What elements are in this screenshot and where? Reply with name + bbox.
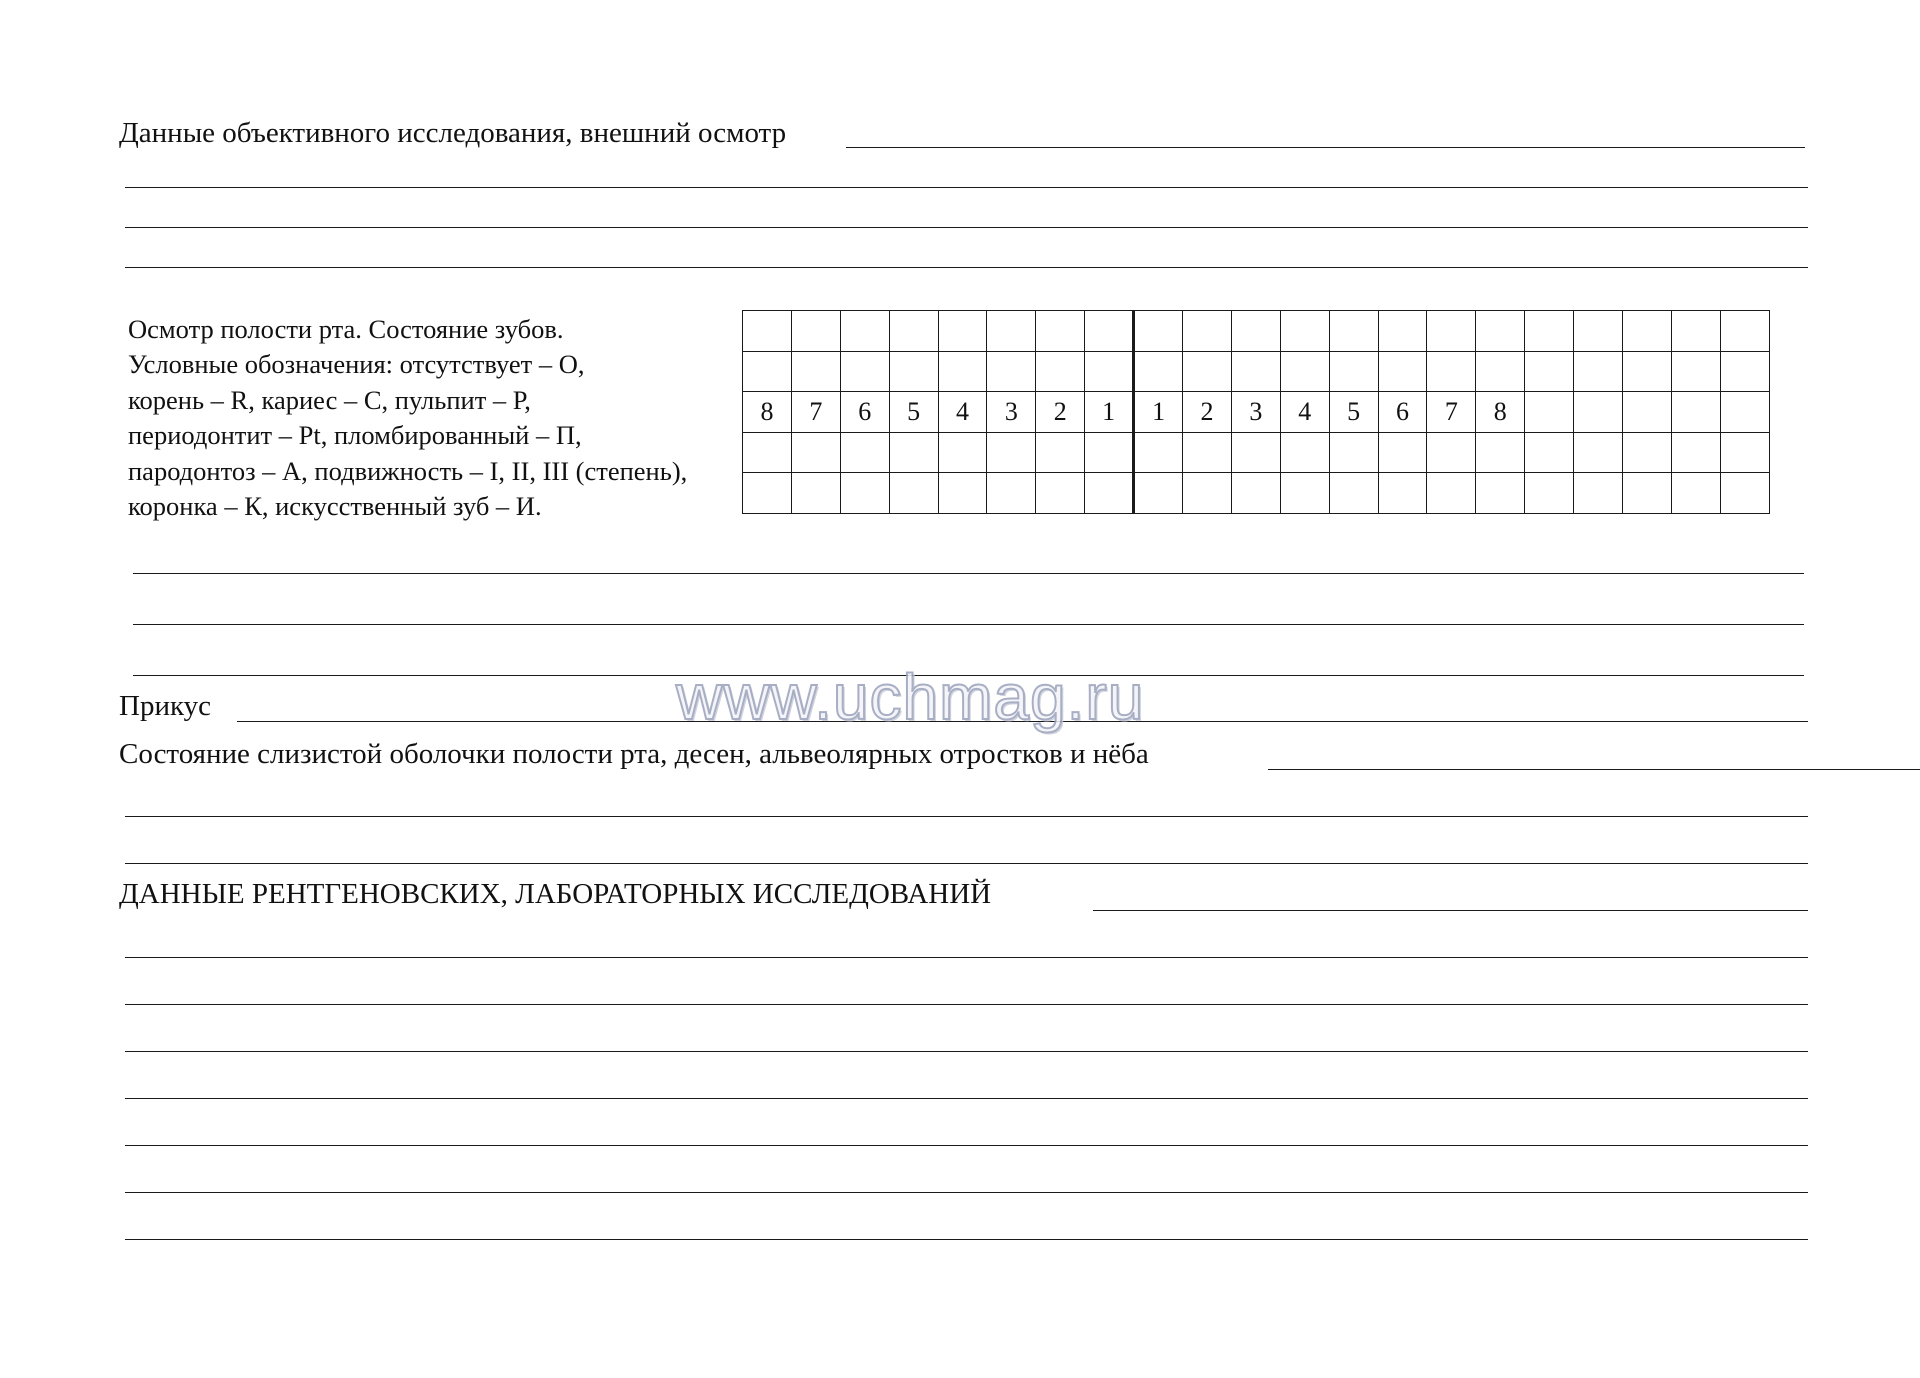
tooth-status-cell[interactable] (1378, 351, 1427, 392)
tooth-status-cell[interactable] (840, 473, 889, 514)
tooth-status-cell[interactable] (1036, 432, 1085, 473)
tooth-status-cell[interactable] (1329, 473, 1378, 514)
tooth-number-cell: 2 (1036, 392, 1085, 433)
tooth-status-cell[interactable] (743, 351, 792, 392)
tooth-status-cell[interactable] (1231, 432, 1280, 473)
xray-line-2[interactable] (125, 1004, 1808, 1005)
legend-line: пародонтоз – А, подвижность – I, II, III (степень), (128, 455, 688, 486)
legend-line: Осмотр полости рта. Состояние зубов. (128, 314, 564, 344)
tooth-status-cell[interactable] (1183, 473, 1232, 514)
tooth-number-cell: 1 (1134, 392, 1183, 433)
tooth-status-cell[interactable] (1427, 311, 1476, 352)
tooth-status-cell[interactable] (1231, 473, 1280, 514)
xray-line-5[interactable] (125, 1145, 1808, 1146)
external-exam-line-1[interactable] (125, 187, 1808, 188)
tooth-status-cell[interactable] (889, 351, 938, 392)
xray-line-4[interactable] (125, 1098, 1808, 1099)
tooth-status-cell[interactable] (1720, 311, 1769, 352)
tooth-number-cell: 5 (889, 392, 938, 433)
tooth-status-cell[interactable] (791, 351, 840, 392)
bite-field[interactable] (237, 721, 1808, 722)
tooth-number-cell: 7 (1427, 392, 1476, 433)
tooth-status-cell[interactable] (1525, 311, 1574, 352)
external-exam-line-2[interactable] (125, 227, 1808, 228)
oral-exam-legend (128, 312, 738, 524)
external-exam-field[interactable] (846, 147, 1805, 148)
tooth-status-cell[interactable] (1329, 351, 1378, 392)
tooth-number-cell: 2 (1183, 392, 1232, 433)
dental-chart-row (743, 473, 1770, 514)
tooth-status-cell[interactable] (1378, 432, 1427, 473)
tooth-status-cell[interactable] (1085, 473, 1134, 514)
tooth-number-cell (1525, 392, 1574, 433)
mucosa-field[interactable] (1268, 769, 1920, 770)
tooth-number-cell: 4 (938, 392, 987, 433)
tooth-status-cell[interactable] (1720, 351, 1769, 392)
dental-chart-row (743, 351, 1770, 392)
tooth-number-cell (1720, 392, 1769, 433)
legend-line: периодонтит – Pt, пломбированный – П, (128, 420, 582, 451)
tooth-status-cell[interactable] (1427, 351, 1476, 392)
dental-chart-row (743, 392, 1770, 433)
dental-chart-grid (742, 310, 1770, 514)
tooth-status-cell[interactable] (1574, 432, 1623, 473)
tooth-number-cell: 3 (1231, 392, 1280, 433)
tooth-status-cell[interactable] (1427, 432, 1476, 473)
tooth-status-cell[interactable] (791, 432, 840, 473)
tooth-status-cell[interactable] (1183, 351, 1232, 392)
tooth-status-cell[interactable] (1329, 311, 1378, 352)
tooth-status-cell[interactable] (1720, 432, 1769, 473)
tooth-status-cell[interactable] (1525, 473, 1574, 514)
tooth-status-cell[interactable] (1476, 311, 1525, 352)
tooth-status-cell[interactable] (1231, 351, 1280, 392)
tooth-number-cell: 4 (1280, 392, 1329, 433)
tooth-number-cell (1623, 392, 1672, 433)
dental-chart-row (743, 432, 1770, 473)
tooth-status-cell[interactable] (791, 311, 840, 352)
xray-line-6[interactable] (125, 1192, 1808, 1193)
tooth-number-cell: 3 (987, 392, 1036, 433)
oral-notes-line-2[interactable] (133, 624, 1804, 625)
tooth-status-cell[interactable] (1525, 351, 1574, 392)
tooth-status-cell[interactable] (1623, 432, 1672, 473)
external-exam-line-3[interactable] (125, 267, 1808, 268)
tooth-status-cell[interactable] (1623, 311, 1672, 352)
tooth-status-cell[interactable] (1671, 432, 1720, 473)
tooth-number-cell: 6 (840, 392, 889, 433)
tooth-number-cell: 8 (1476, 392, 1525, 433)
tooth-number-cell: 6 (1378, 392, 1427, 433)
tooth-status-cell[interactable] (1280, 351, 1329, 392)
tooth-status-cell[interactable] (1476, 473, 1525, 514)
tooth-status-cell[interactable] (840, 432, 889, 473)
tooth-status-cell[interactable] (987, 351, 1036, 392)
tooth-status-cell[interactable] (1476, 432, 1525, 473)
tooth-status-cell[interactable] (1671, 311, 1720, 352)
tooth-number-cell: 5 (1329, 392, 1378, 433)
xray-line-3[interactable] (125, 1051, 1808, 1052)
oral-notes-line-3[interactable] (133, 675, 1804, 676)
tooth-status-cell[interactable] (1623, 473, 1672, 514)
tooth-status-cell[interactable] (1378, 311, 1427, 352)
dental-chart-row (743, 311, 1770, 352)
tooth-status-cell[interactable] (938, 351, 987, 392)
tooth-status-cell[interactable] (1134, 473, 1183, 514)
tooth-number-cell: 7 (791, 392, 840, 433)
tooth-status-cell[interactable] (1036, 311, 1085, 352)
tooth-status-cell[interactable] (791, 473, 840, 514)
tooth-status-cell[interactable] (1623, 351, 1672, 392)
tooth-status-cell[interactable] (1574, 473, 1623, 514)
mucosa-label: Состояние слизистой оболочки полости рта, десен, альвеолярных отростков и нёба (119, 738, 1149, 770)
tooth-number-cell (1671, 392, 1720, 433)
legend-line: коронка – К, искусственный зуб – И. (128, 491, 542, 522)
tooth-number-cell (1574, 392, 1623, 433)
external-exam-label: Данные объективного исследования, внешний осмотр (119, 117, 787, 149)
tooth-status-cell[interactable] (1036, 351, 1085, 392)
tooth-status-cell[interactable] (889, 432, 938, 473)
tooth-status-cell[interactable] (1085, 432, 1134, 473)
tooth-status-cell[interactable] (1134, 311, 1183, 352)
tooth-status-cell[interactable] (987, 432, 1036, 473)
tooth-status-cell[interactable] (743, 432, 792, 473)
tooth-status-cell[interactable] (1427, 473, 1476, 514)
bite-label: Прикус (119, 690, 212, 722)
tooth-status-cell[interactable] (1036, 473, 1085, 514)
tooth-status-cell[interactable] (840, 311, 889, 352)
tooth-status-cell[interactable] (1085, 311, 1134, 352)
tooth-status-cell[interactable] (1085, 351, 1134, 392)
tooth-status-cell[interactable] (938, 432, 987, 473)
tooth-status-cell[interactable] (1183, 432, 1232, 473)
tooth-status-cell[interactable] (1378, 473, 1427, 514)
tooth-status-cell[interactable] (1134, 351, 1183, 392)
tooth-status-cell[interactable] (743, 473, 792, 514)
tooth-status-cell[interactable] (889, 473, 938, 514)
tooth-number-cell: 1 (1085, 392, 1134, 433)
tooth-status-cell[interactable] (840, 351, 889, 392)
tooth-status-cell[interactable] (1671, 351, 1720, 392)
tooth-status-cell[interactable] (1329, 432, 1378, 473)
tooth-status-cell[interactable] (743, 311, 792, 352)
oral-notes-line-1[interactable] (133, 573, 1804, 574)
xray-label: ДАННЫЕ РЕНТГЕНОВСКИХ, ЛАБОРАТОРНЫХ ИССЛЕДОВАНИЙ (119, 878, 992, 910)
tooth-status-cell[interactable] (1280, 311, 1329, 352)
tooth-status-cell[interactable] (1280, 473, 1329, 514)
legend-line: корень – R, кариес – С, пульпит – Р, (128, 384, 531, 415)
tooth-status-cell[interactable] (987, 473, 1036, 514)
tooth-status-cell[interactable] (987, 311, 1036, 352)
xray-field[interactable] (1093, 910, 1808, 911)
tooth-status-cell[interactable] (938, 473, 987, 514)
tooth-status-cell[interactable] (1671, 473, 1720, 514)
watermark-text: www.uchmag.ru (676, 661, 1145, 733)
tooth-status-cell[interactable] (1280, 432, 1329, 473)
tooth-status-cell[interactable] (1720, 473, 1769, 514)
tooth-status-cell[interactable] (1525, 432, 1574, 473)
legend-line: Условные обозначения: отсутствует – О, (128, 349, 585, 380)
mucosa-line-1[interactable] (125, 816, 1808, 817)
tooth-status-cell[interactable] (1183, 311, 1232, 352)
mucosa-line-2[interactable] (125, 863, 1808, 864)
xray-line-7[interactable] (125, 1239, 1808, 1240)
xray-line-1[interactable] (125, 957, 1808, 958)
tooth-status-cell[interactable] (1574, 311, 1623, 352)
tooth-status-cell[interactable] (1134, 432, 1183, 473)
tooth-status-cell[interactable] (889, 311, 938, 352)
tooth-status-cell[interactable] (1231, 311, 1280, 352)
tooth-number-cell: 8 (743, 392, 792, 433)
tooth-status-cell[interactable] (1476, 351, 1525, 392)
tooth-status-cell[interactable] (938, 311, 987, 352)
tooth-status-cell[interactable] (1574, 351, 1623, 392)
